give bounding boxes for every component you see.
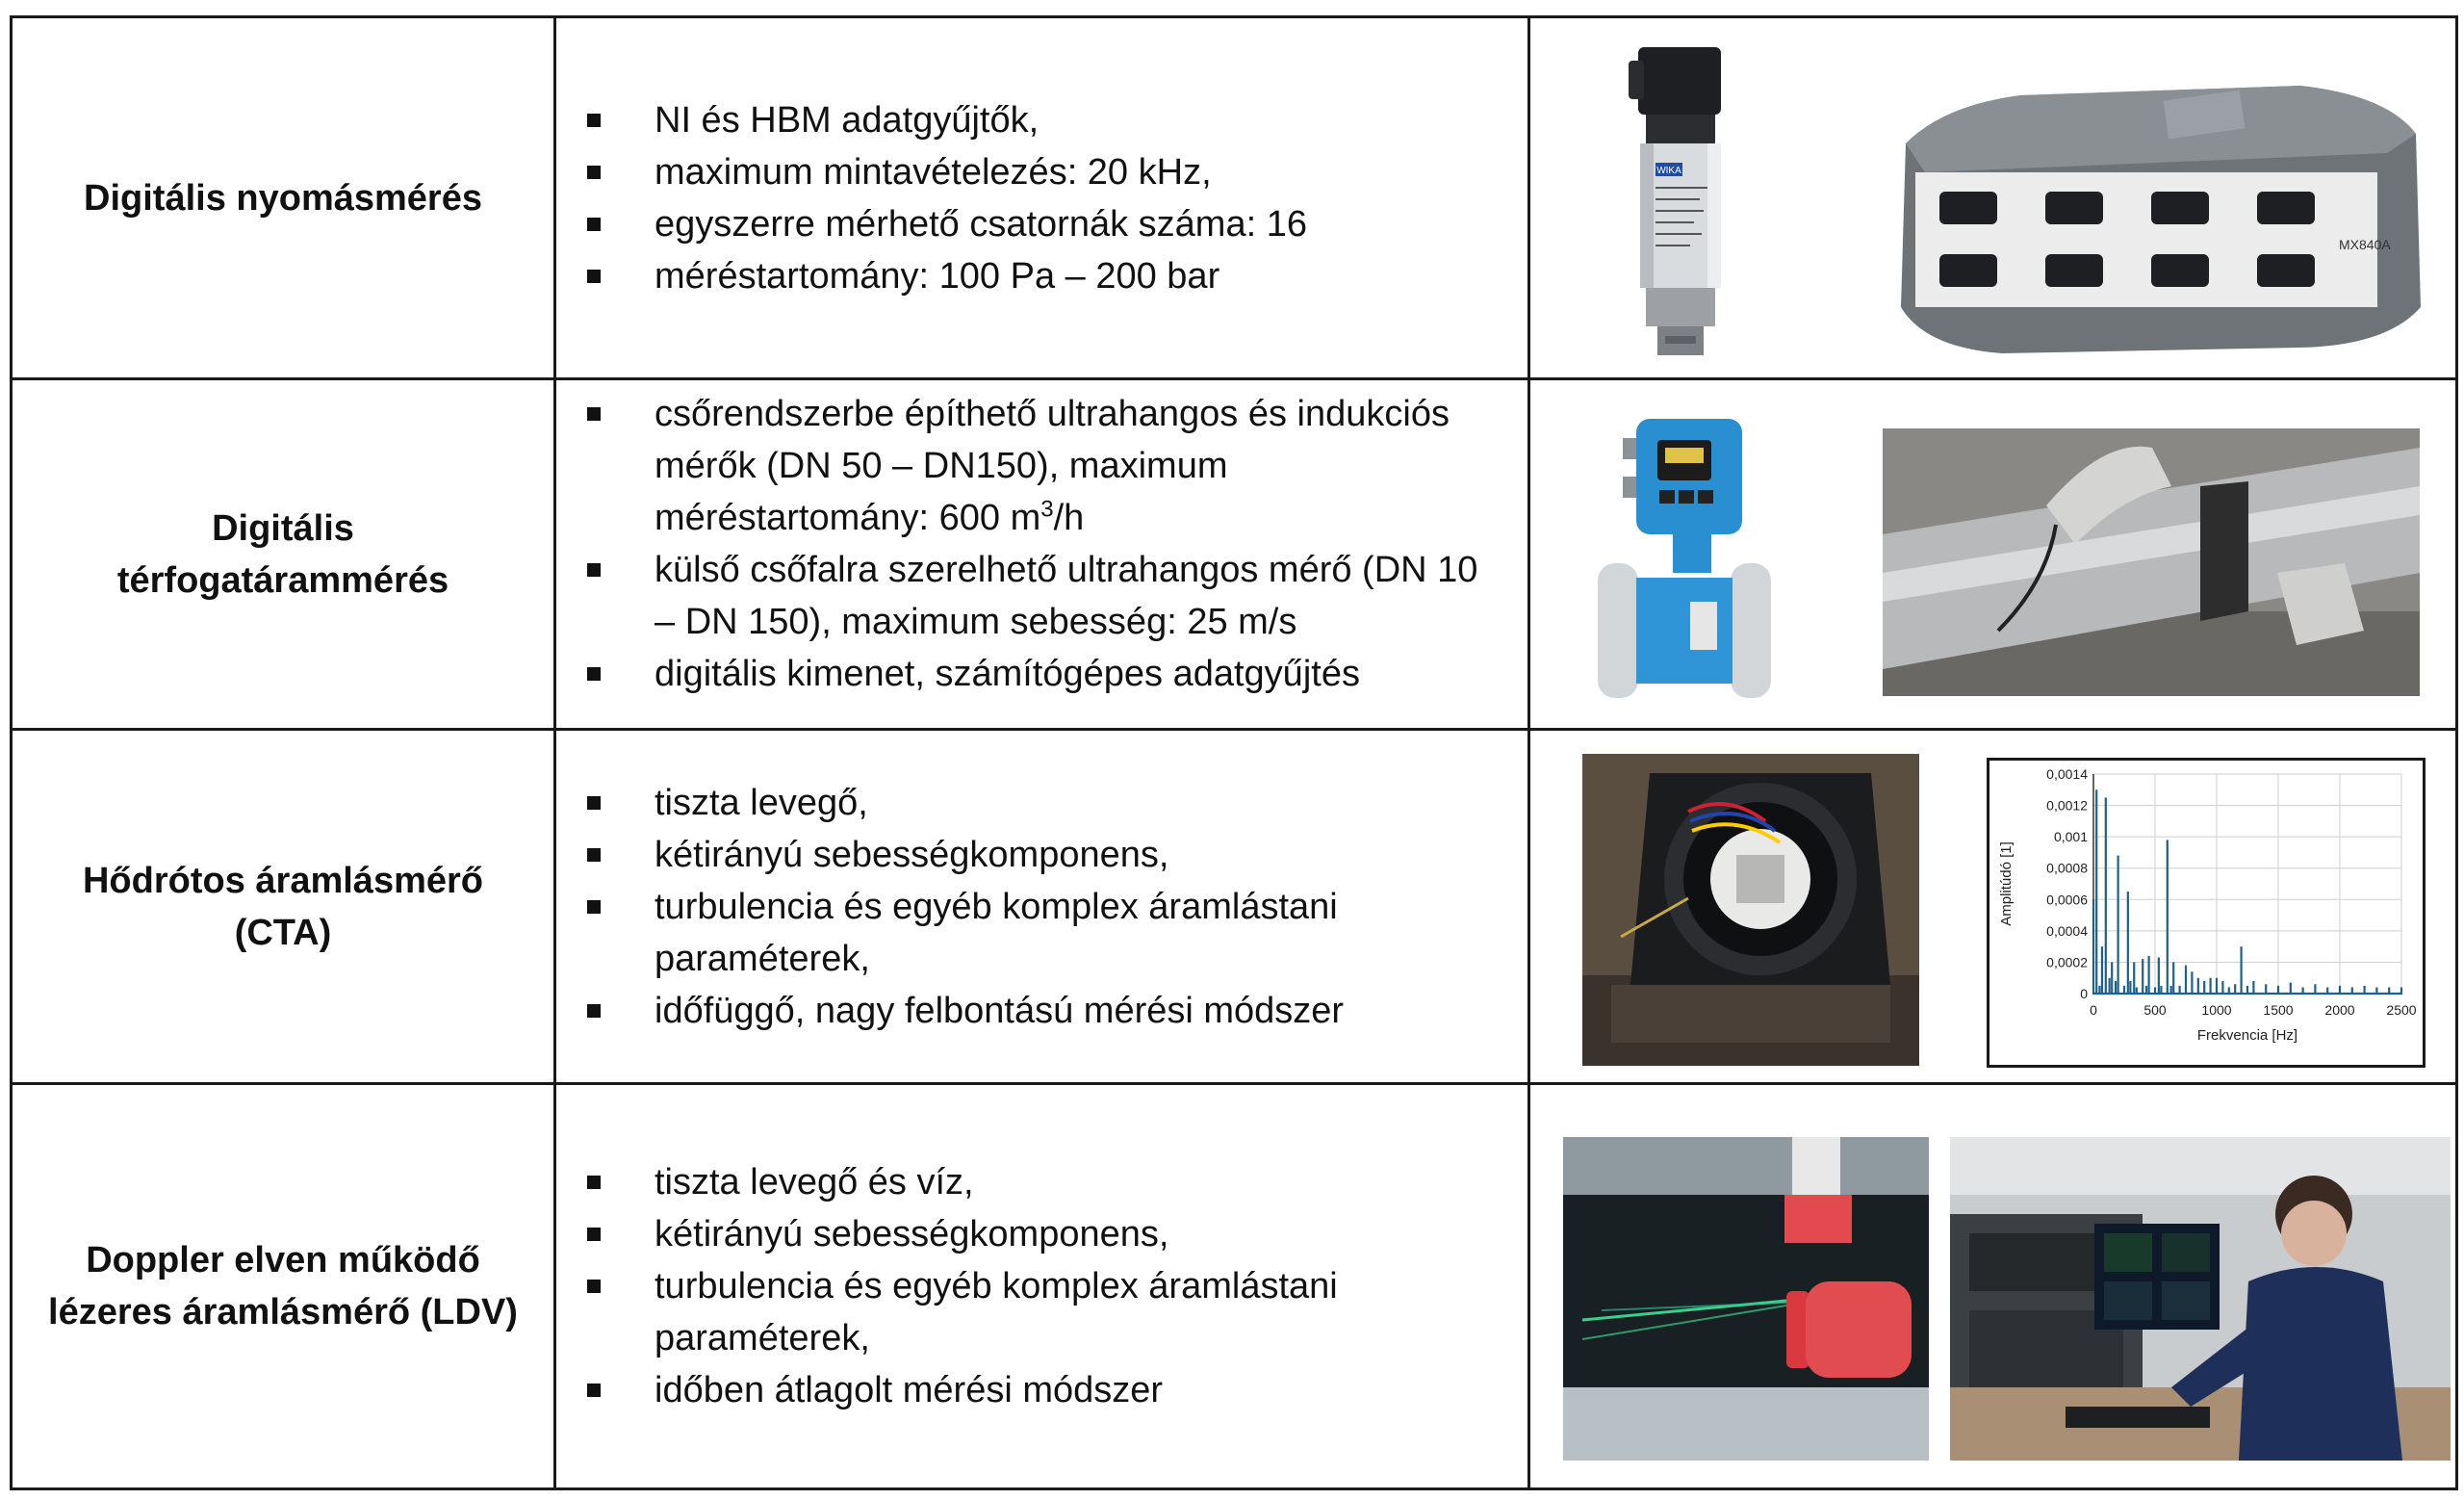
x-tick-label: 500	[2143, 1002, 2167, 1018]
y-tick-label: 0,0012	[2046, 797, 2088, 814]
row-images-cell	[1530, 18, 2455, 377]
row-title-cell	[13, 731, 556, 1082]
y-tick-label: 0,0006	[2046, 892, 2088, 908]
table-row	[13, 380, 2455, 731]
table-row	[13, 731, 2455, 1085]
list-item: NI és HBM adatgyűjtők,	[585, 94, 1307, 146]
laser-doppler-water-photo	[1563, 1137, 1929, 1461]
list-item: időben átlagolt mérési módszer	[585, 1364, 1508, 1416]
list-item: turbulencia és egyéb komplex áramlástani paraméterek,	[585, 881, 1508, 985]
row-title-cell	[13, 1085, 556, 1487]
pressure-transmitter-photo	[1607, 47, 1752, 355]
bullet-suffix: /h	[1053, 498, 1085, 538]
bullet-list	[585, 388, 1508, 700]
table-row	[13, 18, 2455, 380]
bullet-list	[585, 94, 1307, 302]
row-bullets-cell	[556, 18, 1530, 377]
superscript: 3	[1040, 496, 1054, 523]
svg-text:WIKA: WIKA	[1656, 166, 1681, 176]
list-item: digitális kimenet, számítógépes adatgyűjtés	[585, 648, 1508, 700]
list-item: turbulencia és egyéb komplex áramlástani paraméterek,	[585, 1260, 1508, 1364]
y-tick-label: 0,001	[2053, 829, 2088, 845]
list-item: maximum mintavételezés: 20 kHz,	[585, 146, 1307, 198]
electromagnetic-flowmeter-photo	[1598, 419, 1771, 698]
row-title: Doppler elven működő lézeres áramlásmérő (LDV)	[48, 1240, 518, 1332]
list-item: kétirányú sebességkomponens,	[585, 1208, 1508, 1260]
y-tick-label: 0	[2080, 986, 2088, 1001]
series-line	[2093, 789, 2401, 994]
list-item: külső csőfalra szerelhető ultrahangos mérő (DN 10 – DN 150), maximum sebesség: 25 m/s	[585, 544, 1508, 648]
row-title: Digitális nyomásmérés	[84, 177, 482, 219]
spectrum-chart	[1987, 758, 2426, 1068]
list-item: időfüggő, nagy felbontású mérési módszer	[585, 985, 1508, 1037]
list-item: tiszta levegő,	[585, 777, 1508, 829]
list-item: egyszerre mérhető csatornák száma: 16	[585, 198, 1307, 250]
y-tick-label: 0,0014	[2046, 766, 2088, 782]
row-bullets-cell	[556, 380, 1530, 728]
x-tick-label: 0	[2090, 1002, 2097, 1018]
y-tick-label: 0,0004	[2046, 922, 2088, 939]
hot-wire-probe-fan-photo	[1582, 754, 1919, 1066]
data-acquisition-module-photo	[1886, 76, 2426, 355]
row-bullets-cell	[556, 1085, 1530, 1487]
svg-text:MX840A: MX840A	[2339, 237, 2391, 252]
row-title: Hődrótos áramlásmérő (CTA)	[82, 860, 483, 953]
x-axis-label: Frekvencia [Hz]	[2196, 1027, 2298, 1044]
list-item: méréstartomány: 100 Pa – 200 bar	[585, 250, 1307, 302]
table-row	[13, 1085, 2455, 1487]
list-item: kétirányú sebességkomponens,	[585, 829, 1508, 881]
list-item	[585, 388, 1508, 544]
bullet-list	[585, 1156, 1508, 1416]
x-tick-label: 1000	[2201, 1002, 2232, 1018]
row-title-cell	[13, 380, 556, 728]
y-tick-label: 0,0008	[2046, 860, 2088, 876]
x-tick-label: 2500	[2386, 1002, 2417, 1018]
clamp-on-ultrasonic-meter-photo	[1883, 428, 2420, 696]
bullet-text: csőrendszerbe építhető ultrahangos és indukciós mérők (DN 50 – DN150), maximum méréstartomány: 600 m	[654, 394, 1450, 538]
x-tick-label: 2000	[2324, 1002, 2355, 1018]
row-title-cell	[13, 18, 556, 377]
row-images-cell	[1530, 1085, 2455, 1487]
row-bullets-cell	[556, 731, 1530, 1082]
measurement-table	[10, 15, 2458, 1490]
x-tick-label: 1500	[2263, 1002, 2294, 1018]
row-images-cell	[1530, 731, 2455, 1082]
spectrum-chart-svg	[1989, 761, 2423, 1065]
row-title: Digitális térfogatárammérés	[116, 507, 449, 601]
row-images-cell	[1530, 380, 2455, 728]
operator-lab-photo	[1950, 1137, 2451, 1461]
list-item: tiszta levegő és víz,	[585, 1156, 1508, 1208]
y-axis-label: Amplitúdó [1]	[1998, 841, 2015, 926]
y-tick-label: 0,0002	[2046, 954, 2088, 970]
bullet-list	[585, 777, 1508, 1037]
